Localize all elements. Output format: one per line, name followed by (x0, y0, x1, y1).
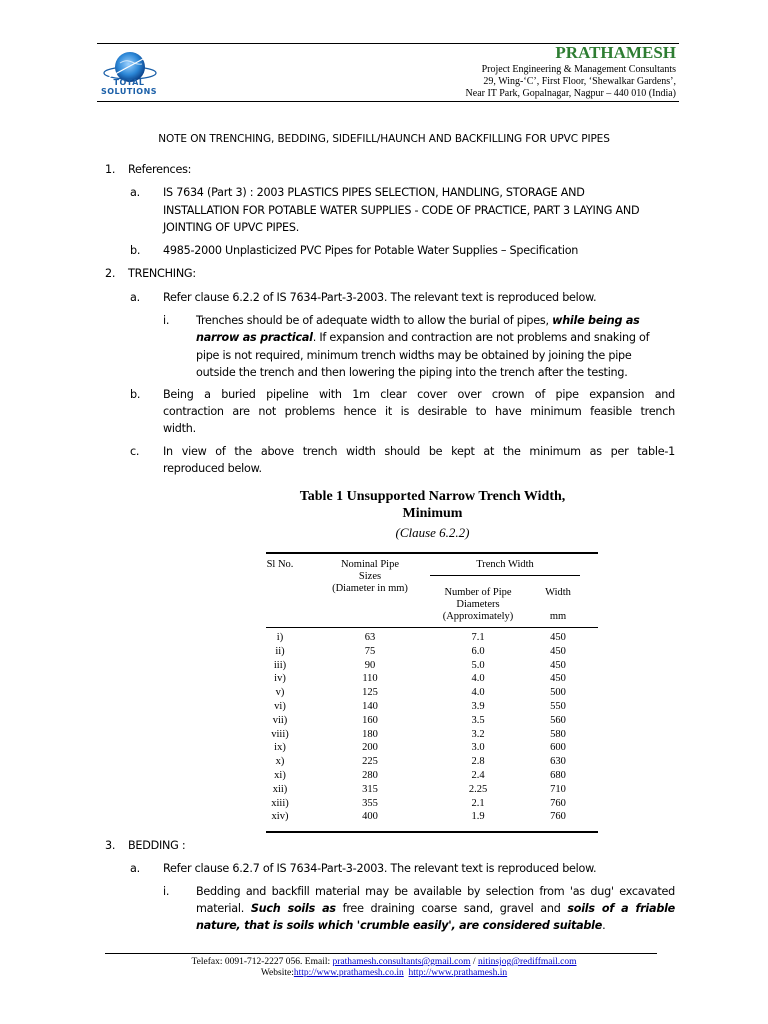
table1-cell-size: 125 (362, 687, 378, 699)
section2b-line2-text: contraction are not problems hence it is desirable to have minimum feasible trench (163, 405, 675, 418)
footer-telefax: Telefax: 0091-712-2227 056. Email: (191, 957, 333, 967)
table1-cell-width: 600 (550, 742, 566, 754)
table1-cell-size: 200 (362, 742, 378, 754)
table1-bottom-rule (266, 831, 598, 833)
table1-header-num1: Number of Pipe (444, 587, 512, 598)
table1-cell-sl: iii) (273, 659, 287, 671)
table1-header-width: Width (545, 587, 571, 598)
table1-cell-size: 225 (362, 756, 378, 768)
section3i-line1 (196, 883, 675, 901)
table1-cell-num: 4.0 (471, 687, 485, 699)
table1-cell-size: 75 (364, 645, 376, 657)
section1b-label: b. (130, 244, 141, 257)
table1-cell-width: 450 (550, 659, 566, 671)
table1-cell-num: 2.8 (471, 756, 485, 768)
section2i-line1-italic: while being as (552, 314, 640, 327)
logo-text-line1: TOTAL (113, 78, 145, 87)
table1-header-size1: Nominal Pipe (340, 559, 400, 570)
table1-header-trench: Trench Width (476, 559, 534, 570)
company-address-line2: Near IT Park, Gopalnagar, Nagpur – 440 010 (India) (465, 88, 676, 99)
section2i-line2-italic: narrow as practical (196, 331, 313, 344)
table1-cell-width: 560 (550, 714, 566, 726)
section2c-label: c. (130, 445, 140, 458)
table1-trench-rule (430, 575, 580, 576)
table1-cell-width: 450 (550, 673, 566, 685)
table1-cell-sl: x) (275, 756, 285, 768)
table1-cell-width: 760 (550, 797, 566, 809)
table1-header-size3: (Diameter in mm) (332, 583, 408, 594)
section1-number: 1. (105, 163, 116, 176)
section2b-line1-text: Being a buried pipeline with 1m clear cover over crown of pipe expansion and (163, 388, 675, 401)
table1-cell-num: 3.2 (471, 728, 485, 740)
section3-number: 3. (105, 839, 116, 852)
section2i-line2 (196, 329, 649, 347)
section3i-line2-italic2: soils of a friable (567, 902, 675, 915)
table1-header-num2: Diameters (456, 599, 500, 610)
section2c-line1 (163, 443, 675, 461)
section1a-line1: IS 7634 (Part 3) : 2003 PLASTICS PIPES SELECTION, HANDLING, STORAGE AND (163, 186, 585, 199)
table1-cell-size: 160 (362, 714, 378, 726)
table1-top-rule (266, 552, 598, 554)
section3i-line3-end: . (602, 919, 606, 932)
table1-header-sl: Sl No. (266, 559, 294, 570)
section3i-line2-italic1: Such soils as (250, 902, 336, 915)
section2i-line2-plain: . If expansion and contraction are not problems and snaking of (312, 331, 650, 344)
table1-title-line1: Table 1 Unsupported Narrow Trench Width, (299, 489, 566, 504)
footer-email2-link[interactable]: nitinsjog@rediffmail.com (477, 957, 577, 967)
header-bottom-rule (97, 101, 679, 102)
section3i-line1-text: Bedding and backfill material may be available by selection from 'as dug' excavated (196, 885, 675, 898)
table1-cell-num: 7.1 (471, 632, 485, 643)
section3i-line2-plain2: free draining coarse sand, gravel and (335, 902, 568, 915)
footer-website (0, 968, 768, 978)
table1-cell-width: 760 (550, 811, 566, 823)
logo-text (99, 78, 159, 96)
footer-url1-link[interactable]: http://www.prathamesh.co.in (293, 968, 404, 978)
table1-figure (260, 485, 605, 835)
table1-header-mm: mm (549, 611, 567, 622)
section2c-line2: reproduced below. (163, 462, 262, 475)
table1-cell-size: 140 (362, 701, 378, 712)
footer-rule (105, 953, 657, 954)
table1-cell-sl: viii) (271, 728, 289, 740)
table1-cell-width: 450 (550, 645, 566, 657)
table1-clause-text: (Clause 6.2.2) (395, 525, 470, 540)
table1-cell-num: 3.5 (471, 714, 485, 726)
table1-cell-size: 63 (364, 632, 376, 643)
table1-cell-width: 680 (550, 770, 566, 781)
table1-title-line2: Minimum (402, 506, 463, 521)
company-tagline: Project Engineering & Management Consultants (481, 64, 676, 75)
table1-cell-sl: vii) (272, 714, 288, 726)
footer-website-label: Website: (260, 968, 294, 978)
section3i-label: i. (163, 885, 170, 898)
section2a-label: a. (130, 291, 140, 304)
document-title: NOTE ON TRENCHING, BEDDING, SIDEFILL/HAUNCH AND BACKFILLING FOR UPVC PIPES (158, 133, 610, 145)
section1a-line2: INSTALLATION FOR POTABLE WATER SUPPLIES - CODE OF PRACTICE, PART 3 LAYING AND (163, 204, 640, 217)
section1-heading: References: (128, 163, 192, 176)
footer-email-separator: / (470, 957, 478, 967)
table1-cell-num: 3.0 (471, 742, 485, 754)
table1-cell-num: 4.0 (471, 673, 485, 685)
table1-cell-sl: xiii) (271, 797, 289, 809)
section1a-line3: JOINTING OF UPVC PIPES. (163, 221, 300, 234)
section1b-text: 4985-2000 Unplasticized PVC Pipes for Potable Water Supplies – Specification (163, 244, 579, 257)
section3i-line2 (196, 900, 675, 918)
table1-cell-sl: xiv) (271, 811, 289, 823)
table1-cell-num: 5.0 (471, 659, 485, 671)
table1-cell-sl: v) (275, 687, 285, 699)
footer-contact (0, 957, 768, 967)
table1-cell-num: 2.25 (468, 783, 488, 795)
section2i-line1 (196, 312, 640, 330)
table1-cell-width: 710 (550, 783, 566, 795)
table1-cell-size: 315 (362, 783, 378, 795)
table1-header-rule (266, 627, 598, 628)
company-name: PRATHAMESH (555, 43, 676, 62)
table1-cell-num: 2.1 (471, 797, 485, 809)
table1-cell-width: 630 (550, 756, 566, 768)
section2b-line3: width. (163, 422, 196, 435)
section2-number: 2. (105, 267, 116, 280)
section2a-text: Refer clause 6.2.2 of IS 7634-Part-3-2003. The relevant text is reproduced below. (163, 291, 597, 304)
table1-header-size2: Sizes (358, 571, 382, 582)
section3i-line3 (196, 917, 605, 935)
table1-cell-size: 400 (362, 811, 378, 823)
table1-cell-size: 90 (364, 659, 376, 671)
table1-cell-size: 280 (362, 770, 378, 781)
section2-heading: TRENCHING: (128, 267, 196, 280)
table1-cell-num: 6.0 (471, 645, 485, 657)
table1-cell-sl: ix) (274, 742, 286, 754)
table1-clause (260, 525, 605, 541)
section3a-label: a. (130, 862, 140, 875)
footer-email1-link[interactable]: prathamesh.consultants@gmail.com (332, 957, 471, 967)
section2i-line3: pipe is not required, minimum trench widths may be obtained by joining the pipe (196, 349, 632, 362)
section2b-line2 (163, 403, 675, 421)
table1-cell-num: 1.9 (471, 811, 485, 823)
table1-cell-sl: ii) (275, 645, 285, 657)
section2b-line1 (163, 386, 675, 404)
table1-cell-num: 3.9 (471, 701, 485, 712)
section3-heading: BEDDING : (128, 839, 186, 852)
section3a-text: Refer clause 6.2.7 of IS 7634-Part-3-2003. The relevant text is reproduced below. (163, 862, 597, 875)
section3i-line2-text (196, 900, 675, 918)
company-address-line1: 29, Wing-‘C’, First Floor, ‘Shewalkar Gardens’, (483, 76, 676, 87)
table1-cell-sl: iv) (274, 673, 286, 685)
table1-cell-sl: vi) (274, 701, 286, 712)
section2b-label: b. (130, 388, 141, 401)
table1-cell-size: 355 (362, 797, 378, 809)
table1-cell-width: 450 (550, 632, 566, 643)
table1-cell-size: 180 (362, 728, 378, 740)
table1-cell-size: 110 (362, 673, 378, 685)
section2i-line1-plain: Trenches should be of adequate width to allow the burial of pipes, (196, 314, 553, 327)
section2c-line1-text: In view of the above trench width should be kept at the minimum as per table-1 (163, 445, 675, 458)
table1-cell-width: 580 (550, 728, 566, 740)
table1-cell-sl: i) (276, 632, 284, 643)
section3i-line3-italic: nature, that is soils which 'crumble easily', are considered suitable (196, 919, 603, 932)
logo-text-line2: SOLUTIONS (100, 87, 158, 96)
table1-cell-sl: xii) (272, 783, 288, 795)
section3i-line2-plain1: material. (196, 902, 251, 915)
table1-header-num3: (Approximately) (442, 611, 514, 622)
section1a-label: a. (130, 186, 140, 199)
table1-cell-sl: xi) (274, 770, 286, 781)
section2i-line4: outside the trench and then lowering the piping into the trench after the testing. (196, 366, 628, 379)
table1-cell-width: 500 (550, 687, 566, 699)
section2i-label: i. (163, 314, 170, 327)
footer-url2-link[interactable]: http://www.prathamesh.in (408, 968, 508, 978)
table1-cell-num: 2.4 (471, 770, 485, 781)
table1-cell-width: 550 (550, 701, 566, 712)
